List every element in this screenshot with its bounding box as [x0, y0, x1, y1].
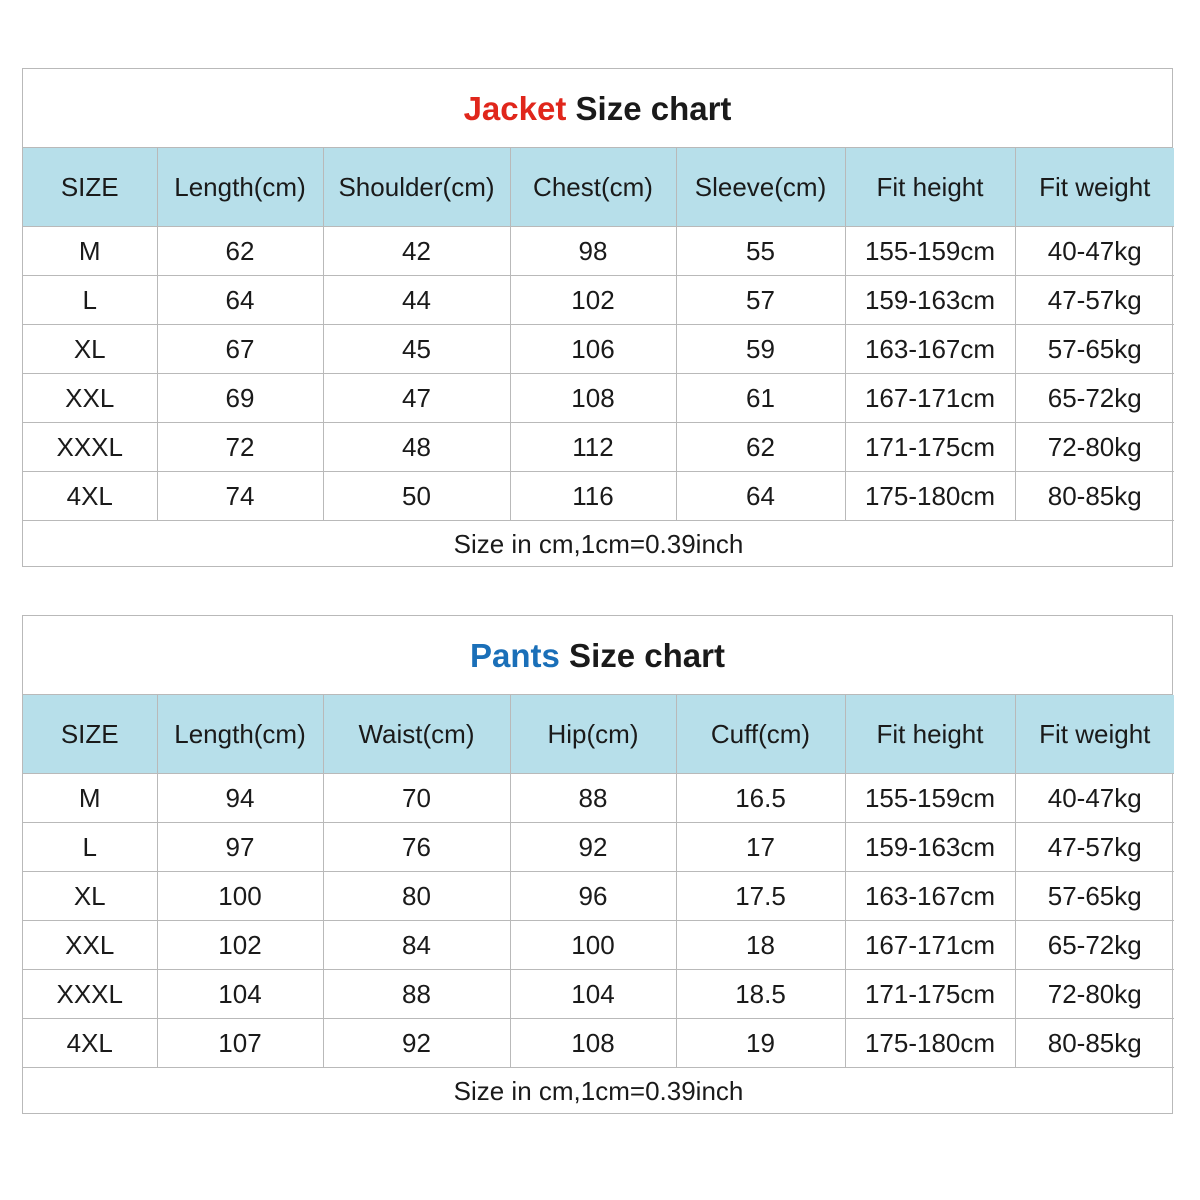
cell-shoulder: 44: [323, 276, 510, 325]
table-row: [23, 774, 1174, 823]
cell-hip: 96: [510, 872, 676, 921]
jacket-footnote: Size in cm,1cm=0.39inch: [23, 521, 1174, 569]
header-fit-weight: Fit weight: [1015, 148, 1174, 227]
cell-fit-weight: 40-47kg: [1015, 774, 1174, 823]
cell-size: L: [23, 823, 157, 872]
cell-fit-height: 163-167cm: [845, 872, 1015, 921]
cell-sleeve: 57: [676, 276, 845, 325]
header-cuff: Cuff(cm): [676, 695, 845, 774]
header-fit-weight: Fit weight: [1015, 695, 1174, 774]
cell-length: 107: [157, 1019, 323, 1068]
pants-size-chart: [22, 615, 1173, 1114]
cell-length: 102: [157, 921, 323, 970]
table-row: [23, 472, 1174, 521]
cell-size: M: [23, 774, 157, 823]
cell-sleeve: 55: [676, 227, 845, 276]
table-row: [23, 325, 1174, 374]
header-hip: Hip(cm): [510, 695, 676, 774]
cell-fit-height: 175-180cm: [845, 472, 1015, 521]
jacket-title-rest: Size chart: [566, 90, 732, 127]
cell-size: XXXL: [23, 970, 157, 1019]
cell-waist: 84: [323, 921, 510, 970]
header-shoulder: Shoulder(cm): [323, 148, 510, 227]
cell-waist: 70: [323, 774, 510, 823]
cell-cuff: 16.5: [676, 774, 845, 823]
cell-fit-weight: 40-47kg: [1015, 227, 1174, 276]
cell-sleeve: 59: [676, 325, 845, 374]
jacket-title-accent: Jacket: [463, 90, 567, 127]
cell-waist: 92: [323, 1019, 510, 1068]
cell-fit-height: 167-171cm: [845, 374, 1015, 423]
cell-fit-height: 159-163cm: [845, 276, 1015, 325]
cell-fit-height: 155-159cm: [845, 774, 1015, 823]
cell-fit-height: 171-175cm: [845, 423, 1015, 472]
cell-fit-height: 171-175cm: [845, 970, 1015, 1019]
jacket-chart-title: [23, 69, 1172, 148]
header-length: Length(cm): [157, 695, 323, 774]
cell-sleeve: 62: [676, 423, 845, 472]
cell-hip: 104: [510, 970, 676, 1019]
cell-waist: 76: [323, 823, 510, 872]
cell-length: 62: [157, 227, 323, 276]
cell-fit-height: 175-180cm: [845, 1019, 1015, 1068]
header-length: Length(cm): [157, 148, 323, 227]
cell-fit-weight: 47-57kg: [1015, 276, 1174, 325]
pants-footnote: Size in cm,1cm=0.39inch: [23, 1068, 1174, 1116]
table-row: [23, 921, 1174, 970]
pants-chart-title: [23, 616, 1172, 695]
cell-fit-weight: 57-65kg: [1015, 872, 1174, 921]
cell-size: XXL: [23, 921, 157, 970]
cell-length: 67: [157, 325, 323, 374]
cell-fit-height: 159-163cm: [845, 823, 1015, 872]
table-row: [23, 1019, 1174, 1068]
cell-shoulder: 45: [323, 325, 510, 374]
footnote-row: [23, 1068, 1174, 1116]
jacket-size-table: [23, 148, 1174, 568]
cell-shoulder: 48: [323, 423, 510, 472]
cell-shoulder: 50: [323, 472, 510, 521]
cell-fit-weight: 65-72kg: [1015, 374, 1174, 423]
pants-header-row: [23, 695, 1174, 774]
jacket-header-row: [23, 148, 1174, 227]
cell-fit-weight: 80-85kg: [1015, 472, 1174, 521]
cell-sleeve: 64: [676, 472, 845, 521]
cell-size: XL: [23, 325, 157, 374]
header-chest: Chest(cm): [510, 148, 676, 227]
cell-length: 69: [157, 374, 323, 423]
cell-length: 104: [157, 970, 323, 1019]
cell-fit-height: 167-171cm: [845, 921, 1015, 970]
cell-chest: 112: [510, 423, 676, 472]
footnote-row: [23, 521, 1174, 569]
pants-size-table: [23, 695, 1174, 1115]
cell-hip: 108: [510, 1019, 676, 1068]
cell-length: 64: [157, 276, 323, 325]
cell-hip: 92: [510, 823, 676, 872]
cell-length: 94: [157, 774, 323, 823]
cell-hip: 88: [510, 774, 676, 823]
cell-fit-weight: 80-85kg: [1015, 1019, 1174, 1068]
table-row: [23, 423, 1174, 472]
cell-fit-height: 163-167cm: [845, 325, 1015, 374]
header-size: SIZE: [23, 148, 157, 227]
cell-sleeve: 61: [676, 374, 845, 423]
cell-chest: 108: [510, 374, 676, 423]
table-row: [23, 970, 1174, 1019]
cell-chest: 106: [510, 325, 676, 374]
cell-shoulder: 47: [323, 374, 510, 423]
cell-fit-height: 155-159cm: [845, 227, 1015, 276]
header-fit-height: Fit height: [845, 695, 1015, 774]
cell-size: L: [23, 276, 157, 325]
jacket-size-chart: [22, 68, 1173, 567]
cell-size: XXXL: [23, 423, 157, 472]
cell-cuff: 18: [676, 921, 845, 970]
pants-title-rest: Size chart: [559, 637, 725, 674]
cell-fit-weight: 65-72kg: [1015, 921, 1174, 970]
cell-size: XL: [23, 872, 157, 921]
cell-fit-weight: 72-80kg: [1015, 423, 1174, 472]
cell-shoulder: 42: [323, 227, 510, 276]
header-sleeve: Sleeve(cm): [676, 148, 845, 227]
cell-size: 4XL: [23, 1019, 157, 1068]
cell-chest: 116: [510, 472, 676, 521]
header-size: SIZE: [23, 695, 157, 774]
header-fit-height: Fit height: [845, 148, 1015, 227]
cell-cuff: 18.5: [676, 970, 845, 1019]
table-row: [23, 374, 1174, 423]
cell-waist: 88: [323, 970, 510, 1019]
header-waist: Waist(cm): [323, 695, 510, 774]
cell-length: 97: [157, 823, 323, 872]
cell-hip: 100: [510, 921, 676, 970]
cell-waist: 80: [323, 872, 510, 921]
cell-chest: 98: [510, 227, 676, 276]
cell-size: M: [23, 227, 157, 276]
cell-cuff: 17: [676, 823, 845, 872]
table-row: [23, 276, 1174, 325]
table-row: [23, 227, 1174, 276]
cell-size: XXL: [23, 374, 157, 423]
table-row: [23, 872, 1174, 921]
cell-fit-weight: 47-57kg: [1015, 823, 1174, 872]
cell-length: 74: [157, 472, 323, 521]
cell-chest: 102: [510, 276, 676, 325]
cell-fit-weight: 72-80kg: [1015, 970, 1174, 1019]
table-row: [23, 823, 1174, 872]
pants-title-accent: Pants: [470, 637, 560, 674]
cell-length: 100: [157, 872, 323, 921]
cell-cuff: 17.5: [676, 872, 845, 921]
cell-fit-weight: 57-65kg: [1015, 325, 1174, 374]
cell-size: 4XL: [23, 472, 157, 521]
cell-length: 72: [157, 423, 323, 472]
cell-cuff: 19: [676, 1019, 845, 1068]
